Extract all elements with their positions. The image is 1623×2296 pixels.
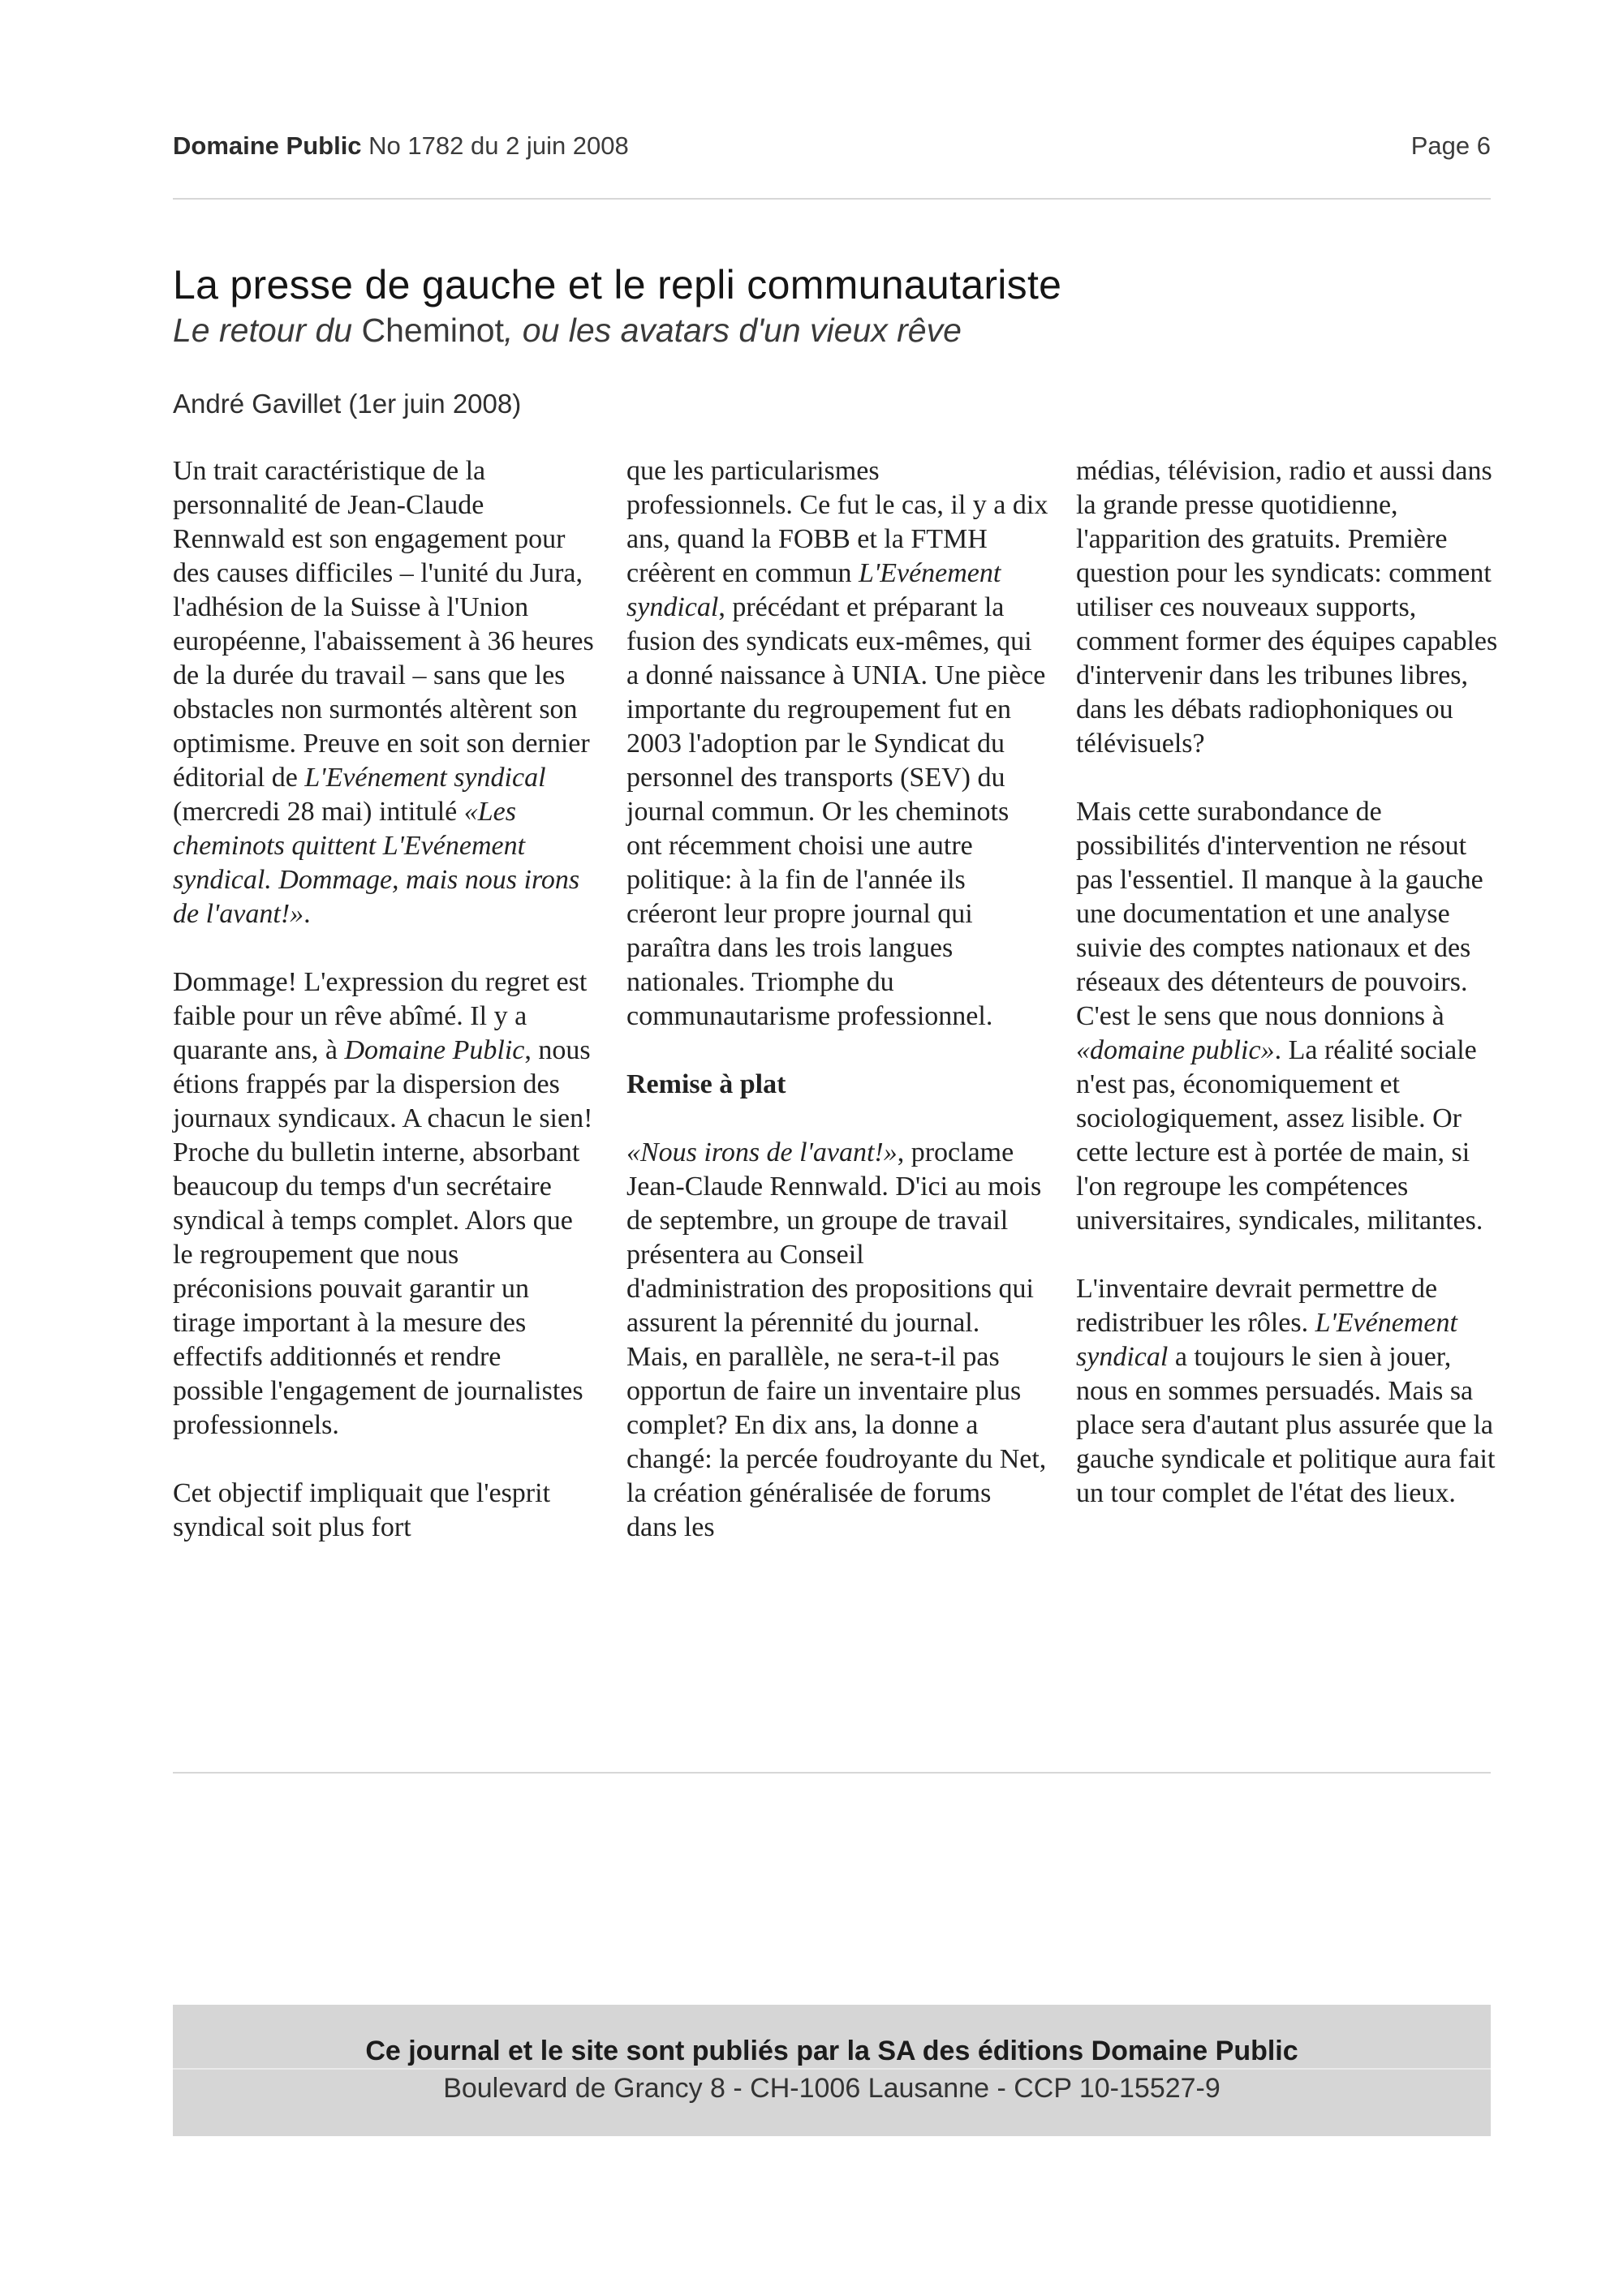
subtitle-part-2: Cheminot xyxy=(361,312,504,349)
text-run: , proclame Jean-Claude Rennwald. D'ici au mois de septembre, un groupe de travail présentera au Conseil d'administration des propositions qui assurent la pérennité du journal. Mais, en parallèle, ne sera-t-il pas opportun de faire un inventaire plus complet? En dix ans, la donne a changé: la percée foudroyante du Net, la création généralisée de forums dans les xyxy=(626,1137,1047,1542)
text-run: . xyxy=(304,899,311,929)
text-run-italic: Domaine Public xyxy=(344,1035,525,1065)
footer-divider xyxy=(173,2068,1491,2070)
text-run-italic: L'Evénement syndical xyxy=(304,763,546,793)
paragraph xyxy=(173,965,595,1443)
text-run: . La réalité sociale n'est pas, économiquement et sociologiquement, assez lisible. Or cette lecture est à portée de main, si l'on regroupe les compétences universitaires, syndicales, militantes. xyxy=(1076,1035,1483,1236)
text-run: Un trait caractéristique de la personnalité de Jean-Claude Rennwald est son engagement pour des causes difficiles – l'unité du Jura, l'adhésion de la Suisse à l'Union européenne, l'abaissement à 36 heures de la durée du travail – sans que les obstacles non surmontés altèrent son optimisme. Preuve en soit son dernier éditorial de xyxy=(173,456,594,793)
article-subtitle xyxy=(173,310,1491,350)
page-header xyxy=(173,131,1491,167)
paragraph xyxy=(1076,795,1498,1238)
header-divider xyxy=(173,198,1491,200)
text-run: a toujours le sien à jouer, nous en sommes persuadés. Mais sa place sera d'autant plus assurée que la gauche syndicale et politique aura fait un tour complet de l'état des lieux. xyxy=(1076,1342,1496,1508)
paragraph xyxy=(173,454,595,931)
text-run-italic: «Les cheminots quittent L'Evénement syndical. Dommage, mais nous irons de l'avant!» xyxy=(173,797,580,929)
column-3 xyxy=(1076,454,1498,1545)
footer-publisher-line: Ce journal et le site sont publiés par la SA des éditions Domaine Public xyxy=(365,2036,1298,2066)
text-run: Dommage! L'expression du regret est faible pour un rêve abîmé. Il y a quarante ans, à xyxy=(173,967,588,1065)
text-run: que les particularismes professionnels. Ce fut le cas, il y a dix ans, quand la FOBB et la FTMH créèrent en commun xyxy=(626,456,1048,588)
column-1 xyxy=(173,454,595,1579)
paragraph: Cet objectif impliquait que l'esprit syndical soit plus fort xyxy=(173,1478,551,1542)
article-author: André Gavillet (1er juin 2008) xyxy=(173,389,522,419)
section-heading: Remise à plat xyxy=(626,1069,786,1099)
paragraph xyxy=(626,454,1048,1034)
issue-info: No 1782 du 2 juin 2008 xyxy=(368,131,629,160)
publisher-footer xyxy=(173,2005,1491,2136)
text-run-italic: L'Evénement syndical xyxy=(626,558,1001,622)
text-run: , précédant et préparant la fusion des syndicats eux-mêmes, qui a donné naissance à UNIA. Une pièce importante du regroupement fut en 2003 l'adoption par le Syndicat du personnel des transports (SEV) du journal commun. Or les cheminots ont récemment choisi une autre politique: à la fin de l'année ils créeront leur propre journal qui paraîtra dans les trois langues nationales. Triomphe du communautarisme professionnel. xyxy=(626,592,1046,1031)
text-run: L'inventaire devrait permettre de redistribuer les rôles. xyxy=(1076,1274,1438,1338)
article-end-divider xyxy=(173,1772,1491,1774)
paragraph xyxy=(1076,1272,1498,1511)
text-run-italic: L'Evénement syndical xyxy=(1076,1308,1457,1372)
subtitle-part-1: Le retour du xyxy=(173,312,362,349)
paragraph xyxy=(626,1136,1048,1545)
text-run-italic: «Nous irons de l'avant!» xyxy=(626,1137,898,1167)
subtitle-part-3: , ou les avatars d'un vieux rêve xyxy=(503,312,962,349)
text-run: Mais cette surabondance de possibilités d'intervention ne résout pas l'essentiel. Il manque à la gauche une documentation et une analyse suivie des comptes nationaux et des réseaux des détenteurs de pouvoirs. C'est le sens que nous donnions à xyxy=(1076,797,1483,1031)
text-run-italic: «domaine public» xyxy=(1076,1035,1275,1065)
article-title: La presse de gauche et le repli communautariste xyxy=(173,262,1062,307)
paragraph: médias, télévision, radio et aussi dans la grande presse quotidienne, l'apparition des gratuits. Première question pour les syndicats: comment utiliser ces nouveaux supports, comment former des équipes capables d'intervenir dans les tribunes libres, dans les débats radiophoniques ou télévisuels? xyxy=(1076,456,1498,759)
publication-name: Domaine Public xyxy=(173,131,362,160)
text-run: (mercredi 28 mai) intitulé xyxy=(173,797,464,827)
footer-address-line: Boulevard de Grancy 8 - CH-1006 Lausanne - CCP 10-15527-9 xyxy=(443,2073,1220,2104)
column-2 xyxy=(626,454,1048,1579)
text-run: , nous étions frappés par la dispersion des journaux syndicaux. A chacun le sien! Proche du bulletin interne, absorbant beaucoup du temps d'un secrétaire syndical à temps complet. Alors que le regroupement que nous préconisions pouvait garantir un tirage important à la mesure des effectifs additionnés et rendre possible l'engagement de journalistes professionnels. xyxy=(173,1035,593,1440)
page-number: Page 6 xyxy=(1410,131,1491,160)
